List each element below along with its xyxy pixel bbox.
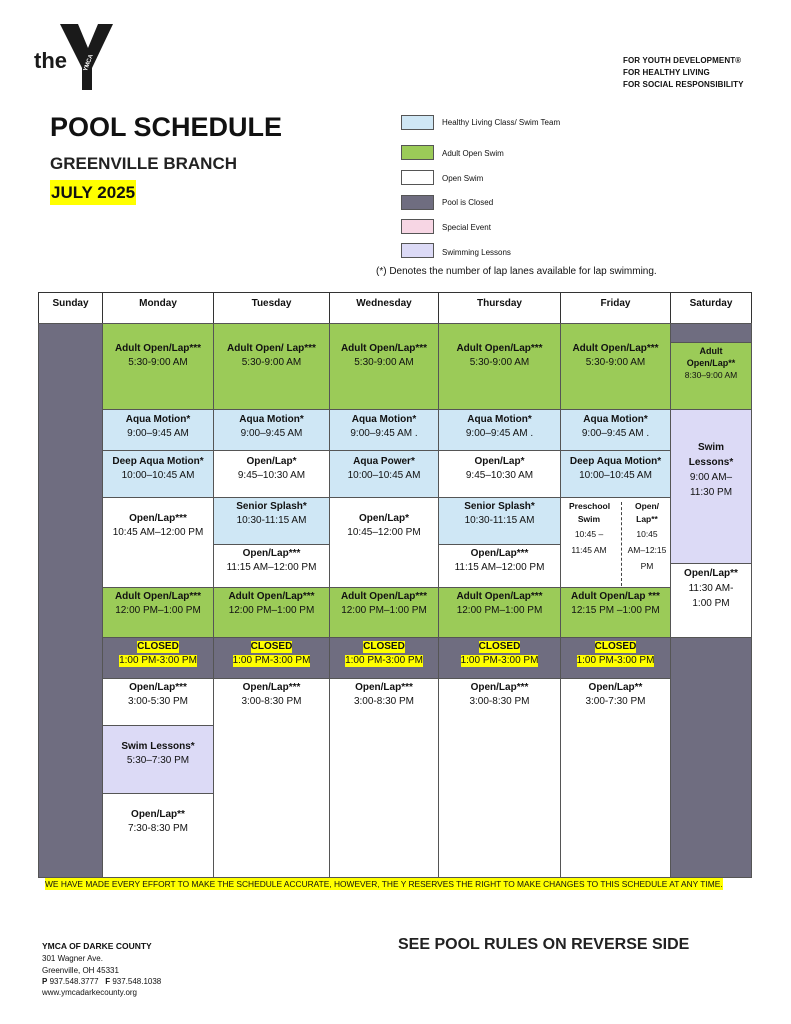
slot-time-line1: 10:45: [636, 529, 658, 539]
saturday-swim-lessons: [670, 409, 752, 564]
schedule-month: JULY 2025: [50, 180, 136, 205]
slot-time: 9:00–9:45 AM: [240, 428, 303, 439]
day-header-monday: Monday: [102, 292, 214, 324]
fax-number: 937.548.1038: [112, 977, 162, 986]
slot-title: Senior Splash*: [236, 501, 307, 512]
slot-title: Aqua Motion*: [583, 414, 648, 425]
slot-title: Preschool Swim: [569, 501, 611, 524]
phone-number: 937.548.3777: [49, 977, 99, 986]
slot-time: 12:00 PM–1:00 PM: [115, 605, 201, 616]
footer-org-name: YMCA OF DARKE COUNTY: [42, 941, 152, 951]
slot-time: 9:45–10:30 AM: [237, 470, 306, 481]
slot-title: Open/Lap*: [474, 456, 525, 467]
friday-open-lap-afternoon: [560, 678, 671, 878]
thursday-adult-open-lap: [438, 323, 561, 410]
thursday-open-lap-afternoon: [438, 678, 561, 878]
footer-street: 301 Wagner Ave.: [42, 954, 103, 963]
legend-swatch-open-swim: [401, 170, 434, 185]
slot-time: 3:00-5:30 PM: [127, 696, 189, 707]
lap-lanes-note: (*) Denotes the number of lap lanes available for lap swimming.: [376, 266, 657, 277]
slot-time-line3: PM: [640, 561, 654, 571]
slot-time: 5:30-9:00 AM: [128, 357, 188, 368]
slot-time: 5:30–7:30 PM: [126, 755, 190, 766]
slot-title: Open/Lap**: [684, 568, 738, 579]
slot-time: 7:30-8:30 PM: [127, 823, 189, 834]
friday-closed: [560, 637, 671, 679]
slot-title: Senior Splash*: [464, 501, 535, 512]
fax-label: F: [105, 977, 111, 986]
monday-deep-aqua-motion: [102, 450, 214, 498]
day-header-tuesday: Tuesday: [213, 292, 330, 324]
slot-time: 10:00–10:45 AM: [347, 470, 421, 481]
monday-open-lap-evening: [102, 793, 214, 878]
thursday-senior-splash: [438, 497, 561, 545]
slot-time: 10:45–12:00 PM: [347, 527, 421, 538]
slot-title: Deep Aqua Motion*: [112, 456, 204, 467]
slot-time-start: 10:45 –: [574, 529, 604, 539]
slot-title: Open/Lap***: [242, 548, 301, 559]
slot-time: 12:15 PM –1:00 PM: [571, 605, 660, 616]
slot-time: 5:30-9:00 AM: [241, 357, 302, 368]
wednesday-aqua-power: [329, 450, 439, 498]
tuesday-aqua-motion: [213, 409, 330, 451]
tuesday-open-lap-afternoon: [213, 678, 330, 878]
tuesday-open-lap-late-morning: [213, 544, 330, 588]
slot-title: Open/Lap**: [588, 682, 643, 693]
friday-preschool-swim: [561, 500, 617, 557]
monday-closed: [102, 637, 214, 679]
sunday-closed: [38, 323, 103, 878]
branch-name: GREENVILLE BRANCH: [50, 154, 238, 173]
wednesday-open-lap-morning: [329, 497, 439, 588]
legend-label-closed: Pool is Closed: [442, 198, 494, 207]
slot-time: 10:30-11:15 AM: [236, 515, 307, 526]
legend-swatch-special-event: [401, 219, 434, 234]
slot-time: 3:00-8:30 PM: [241, 696, 302, 707]
schedule-disclaimer: WE HAVE MADE EVERY EFFORT TO MAKE THE SCHEDULE ACCURATE, HOWEVER, THE Y RESERVES THE RIGHT TO MAKE CHANGES TO THIS SCHEDULE AT ANY TIME.: [45, 879, 723, 889]
slot-time: 3:00-8:30 PM: [469, 696, 530, 707]
slot-time: 9:45–10:30 AM: [465, 470, 534, 481]
slot-title: Aqua Power*: [353, 456, 415, 467]
slot-time: 11:30 AM-1:00 PM: [688, 583, 734, 609]
saturday-closed-afternoon: [670, 637, 752, 878]
slot-title: Deep Aqua Motion*: [569, 456, 662, 467]
thursday-adult-open-lap-noon: [438, 587, 561, 638]
slot-time: 5:30-9:00 AM: [354, 357, 414, 368]
friday-adult-open-lap-noon: [560, 587, 671, 638]
friday-deep-aqua-motion: [560, 450, 671, 498]
footer-phone-line: [42, 977, 161, 986]
legend-swatch-adult-open: [401, 145, 434, 160]
thursday-open-lap-late-morning: [438, 544, 561, 588]
slot-title: Open/ Lap**: [634, 501, 660, 524]
monday-aqua-motion: [102, 409, 214, 451]
slot-time: 1:00 PM-3:00 PM: [576, 655, 655, 666]
legend-swatch-healthy-living: [401, 115, 434, 130]
slot-title: Open/Lap***: [129, 513, 187, 524]
slot-title: Open/Lap*: [358, 513, 409, 524]
slot-title: Open/Lap***: [355, 682, 413, 693]
slot-time-line2: AM–12:15: [627, 545, 667, 555]
slot-title: Aqua Motion*: [351, 414, 417, 425]
slot-time: 5:30-9:00 AM: [469, 357, 530, 368]
slot-time: 9:00–9:45 AM .: [465, 428, 534, 439]
slot-title: Adult Open/Lap***: [340, 343, 428, 354]
slot-time: 12:00 PM–1:00 PM: [456, 605, 543, 616]
thursday-open-lap-morning: [438, 450, 561, 498]
thursday-closed: [438, 637, 561, 679]
slot-title: Adult Open/ Lap***: [227, 343, 316, 354]
day-header-thursday: Thursday: [438, 292, 561, 324]
tuesday-senior-splash: [213, 497, 330, 545]
tagline-healthy: FOR HEALTHY LIVING: [623, 68, 710, 77]
friday-adult-open-lap: [560, 323, 671, 410]
slot-time: 1:00 PM-3:00 PM: [345, 655, 423, 666]
slot-time: 8:30–9:00 AM: [684, 370, 738, 380]
legend-swatch-swim-lessons: [401, 243, 434, 258]
slot-title: Adult Open/Lap ***: [571, 591, 660, 602]
friday-open-lap-split: [623, 500, 671, 573]
day-header-friday: Friday: [560, 292, 671, 324]
legend-label-adult-open: Adult Open Swim: [442, 149, 504, 158]
wednesday-aqua-motion: [329, 409, 439, 451]
slot-time: 9:00 AM–11:30 PM: [689, 472, 733, 498]
friday-aqua-motion: [560, 409, 671, 451]
slot-time: 12:00 PM–1:00 PM: [341, 605, 427, 616]
slot-title: Open/Lap***: [242, 682, 301, 693]
slot-title: Open/Lap**: [131, 809, 185, 820]
slot-time: 3:00-8:30 PM: [353, 696, 415, 707]
saturday-adult-open-lap: [670, 342, 752, 410]
friday-split-slot: [560, 497, 671, 588]
wednesday-adult-open-lap: [329, 323, 439, 410]
legend-label-swim-lessons: Swimming Lessons: [442, 248, 511, 257]
footer-website[interactable]: www.ymcadarkecounty.org: [42, 988, 137, 997]
wednesday-adult-open-lap-noon: [329, 587, 439, 638]
slot-title: CLOSED: [250, 641, 293, 652]
monday-open-lap-morning: [102, 497, 214, 588]
slot-time: 10:00–10:45 AM: [121, 470, 195, 481]
tuesday-adult-open-lap-noon: [213, 587, 330, 638]
slot-title: Aqua Motion*: [467, 414, 532, 425]
footer-city: Greenville, OH 45331: [42, 966, 119, 975]
slot-time: 9:00–9:45 AM .: [350, 428, 418, 439]
slot-title: Adult Open/Lap***: [456, 343, 543, 354]
slot-time: 5:30-9:00 AM: [585, 357, 646, 368]
day-header-sunday: Sunday: [38, 292, 103, 324]
slot-title: Open/Lap***: [470, 548, 529, 559]
day-header-saturday: Saturday: [670, 292, 752, 324]
pool-rules-note: SEE POOL RULES ON REVERSE SIDE: [398, 936, 690, 953]
saturday-closed-early: [670, 323, 752, 343]
slot-title: Adult Open/Lap***: [340, 591, 428, 602]
legend-label-special-event: Special Event: [442, 223, 491, 232]
slot-time: 1:00 PM-3:00 PM: [460, 655, 539, 666]
monday-adult-open-lap: [102, 323, 214, 410]
slot-title: Swim Lessons*: [121, 741, 195, 752]
phone-label: P: [42, 977, 48, 986]
slot-title: Adult Open/Lap***: [572, 343, 659, 354]
slot-title: Aqua Motion*: [125, 414, 191, 425]
slot-title: Aqua Motion*: [239, 414, 304, 425]
split-divider: [621, 502, 622, 586]
slot-title: Adult Open/Lap***: [456, 591, 543, 602]
tuesday-adult-open-lap: [213, 323, 330, 410]
tuesday-open-lap-morning: [213, 450, 330, 498]
slot-title: Swim Lessons*: [688, 442, 734, 468]
slot-time: 12:00 PM–1:00 PM: [228, 605, 315, 616]
slot-title: Adult Open/Lap**: [686, 346, 736, 368]
slot-time-end: 11:45 AM: [571, 545, 607, 555]
slot-title: CLOSED: [594, 641, 637, 652]
monday-adult-open-lap-noon: [102, 587, 214, 638]
tagline-youth: FOR YOUTH DEVELOPMENT®: [623, 56, 742, 65]
monday-open-lap-afternoon: [102, 678, 214, 726]
slot-title: Adult Open/Lap***: [114, 343, 202, 354]
slot-time: 9:00–9:45 AM .: [581, 428, 650, 439]
slot-time: 10:45 AM–12:00 PM: [112, 527, 204, 538]
logo-the-text: the: [34, 48, 67, 73]
slot-time: 9:00–9:45 AM: [127, 428, 189, 439]
slot-title: Open/Lap***: [470, 682, 529, 693]
slot-time: 1:00 PM-3:00 PM: [119, 655, 197, 666]
slot-time: 10:00–10:45 AM: [579, 470, 652, 481]
logo-ymca-text: YMCA: [82, 53, 95, 73]
wednesday-open-lap-afternoon: [329, 678, 439, 878]
slot-title: Open/Lap***: [129, 682, 187, 693]
slot-time: 3:00-7:30 PM: [585, 696, 646, 707]
slot-title: CLOSED: [363, 641, 405, 652]
ymca-logo-icon: [58, 22, 114, 92]
slot-title: CLOSED: [137, 641, 179, 652]
slot-time: 11:15 AM–12:00 PM: [226, 562, 317, 573]
slot-time: 1:00 PM-3:00 PM: [232, 655, 311, 666]
slot-title: Adult Open/Lap***: [114, 591, 202, 602]
thursday-aqua-motion: [438, 409, 561, 451]
slot-time: 11:15 AM–12:00 PM: [454, 562, 545, 573]
slot-title: Open/Lap*: [246, 456, 297, 467]
slot-time: 10:30-11:15 AM: [464, 515, 535, 526]
monday-swim-lessons: [102, 725, 214, 794]
saturday-open-lap: [670, 563, 752, 638]
slot-title: CLOSED: [478, 641, 521, 652]
wednesday-closed: [329, 637, 439, 679]
tuesday-closed: [213, 637, 330, 679]
legend-label-healthy-living: Healthy Living Class/ Swim Team: [442, 118, 561, 127]
page-title: POOL SCHEDULE: [50, 112, 283, 142]
day-header-wednesday: Wednesday: [329, 292, 439, 324]
tagline-social: FOR SOCIAL RESPONSIBILITY: [623, 80, 744, 89]
legend-label-open-swim: Open Swim: [442, 174, 484, 183]
slot-title: Adult Open/Lap***: [228, 591, 315, 602]
legend-swatch-closed: [401, 195, 434, 210]
